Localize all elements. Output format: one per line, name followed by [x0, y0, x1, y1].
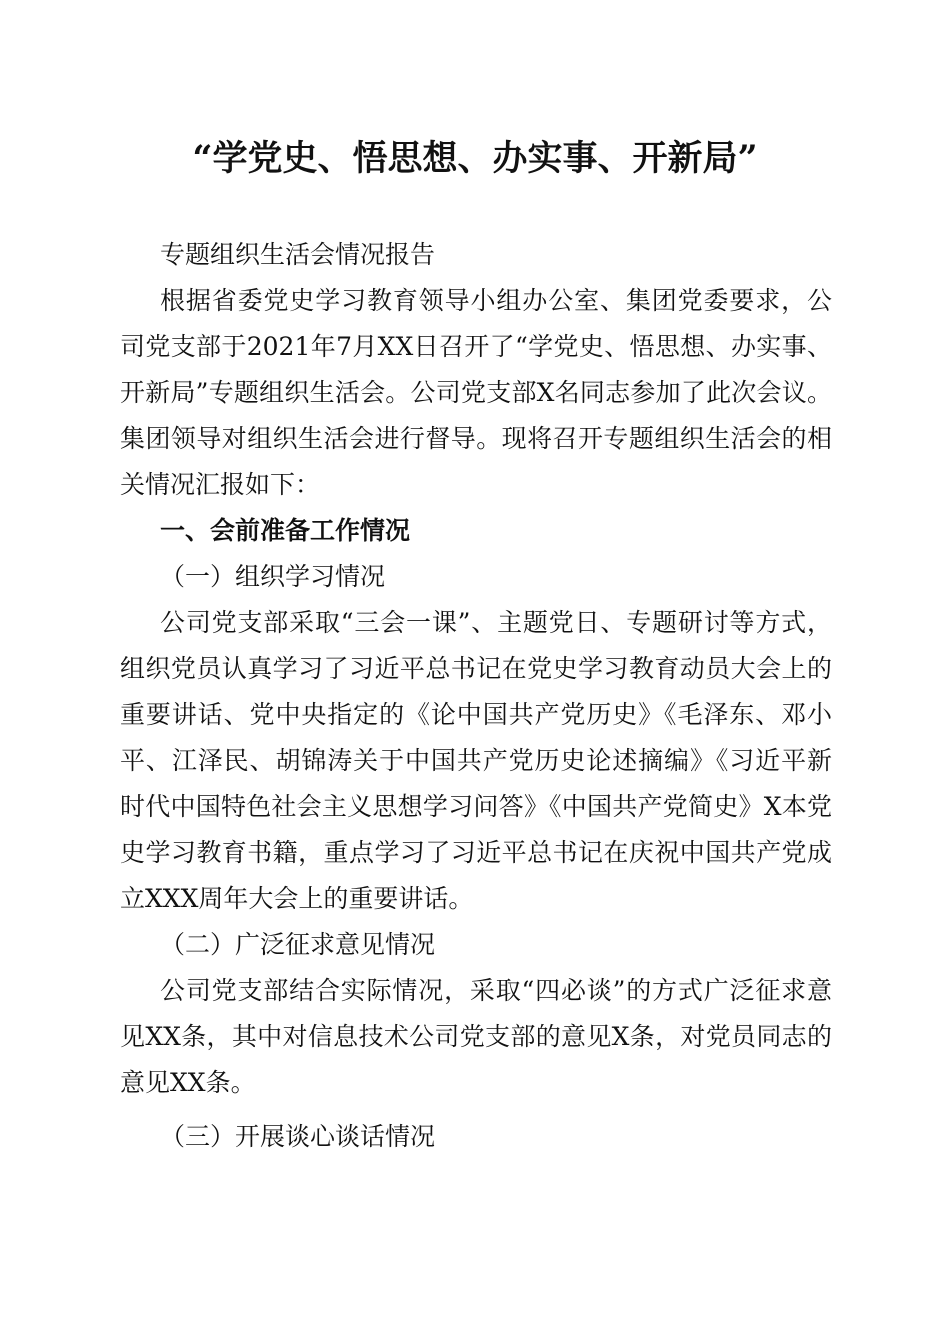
subsection-paragraph-1: 公司党支部采取“三会一课”、主题党日、专题研讨等方式，组织党员认真学习了习近平总书记在党史学习教育动员大会上的重要讲话、党中央指定的《论中国共产党历史》《毛泽东、邓小平、江泽民、胡锦涛关于中国共产党历史论述摘编》《习近平新时代中国特色社会主义思想学习问答》《中国共产党简史》X本党史学习教育书籍，重点学习了习近平总书记在庆祝中国共产党成立XXX周年大会上的重要讲话。: [120, 608, 832, 913]
subsection-heading-3: （三）开展谈心谈话情况: [160, 1122, 436, 1151]
subsection-heading-1: （一）组织学习情况: [160, 562, 386, 591]
document-title: “学党史、悟思想、办实事、开新局”: [192, 138, 758, 179]
document-body: [120, 232, 832, 1160]
section-heading-1: 一、会前准备工作情况: [160, 516, 411, 545]
subsection-heading-2: （二）广泛征求意见情况: [160, 930, 436, 959]
intro-paragraph: 根据省委党史学习教育领导小组办公室、集团党委要求，公司党支部于2021年7月XX日召开了“学党史、悟思想、办实事、开新局”专题组织生活会。公司党支部X名同志参加了此次会议。集团领导对组织生活会进行督导。现将召开专题组织生活会的相关情况汇报如下：: [120, 286, 832, 499]
subsection-paragraph-2: 公司党支部结合实际情况，采取“四必谈”的方式广泛征求意见XX条，其中对信息技术公司党支部的意见X条，对党员同志的意见XX条。: [120, 976, 832, 1097]
report-subtitle: 专题组织生活会情况报告: [160, 240, 436, 269]
